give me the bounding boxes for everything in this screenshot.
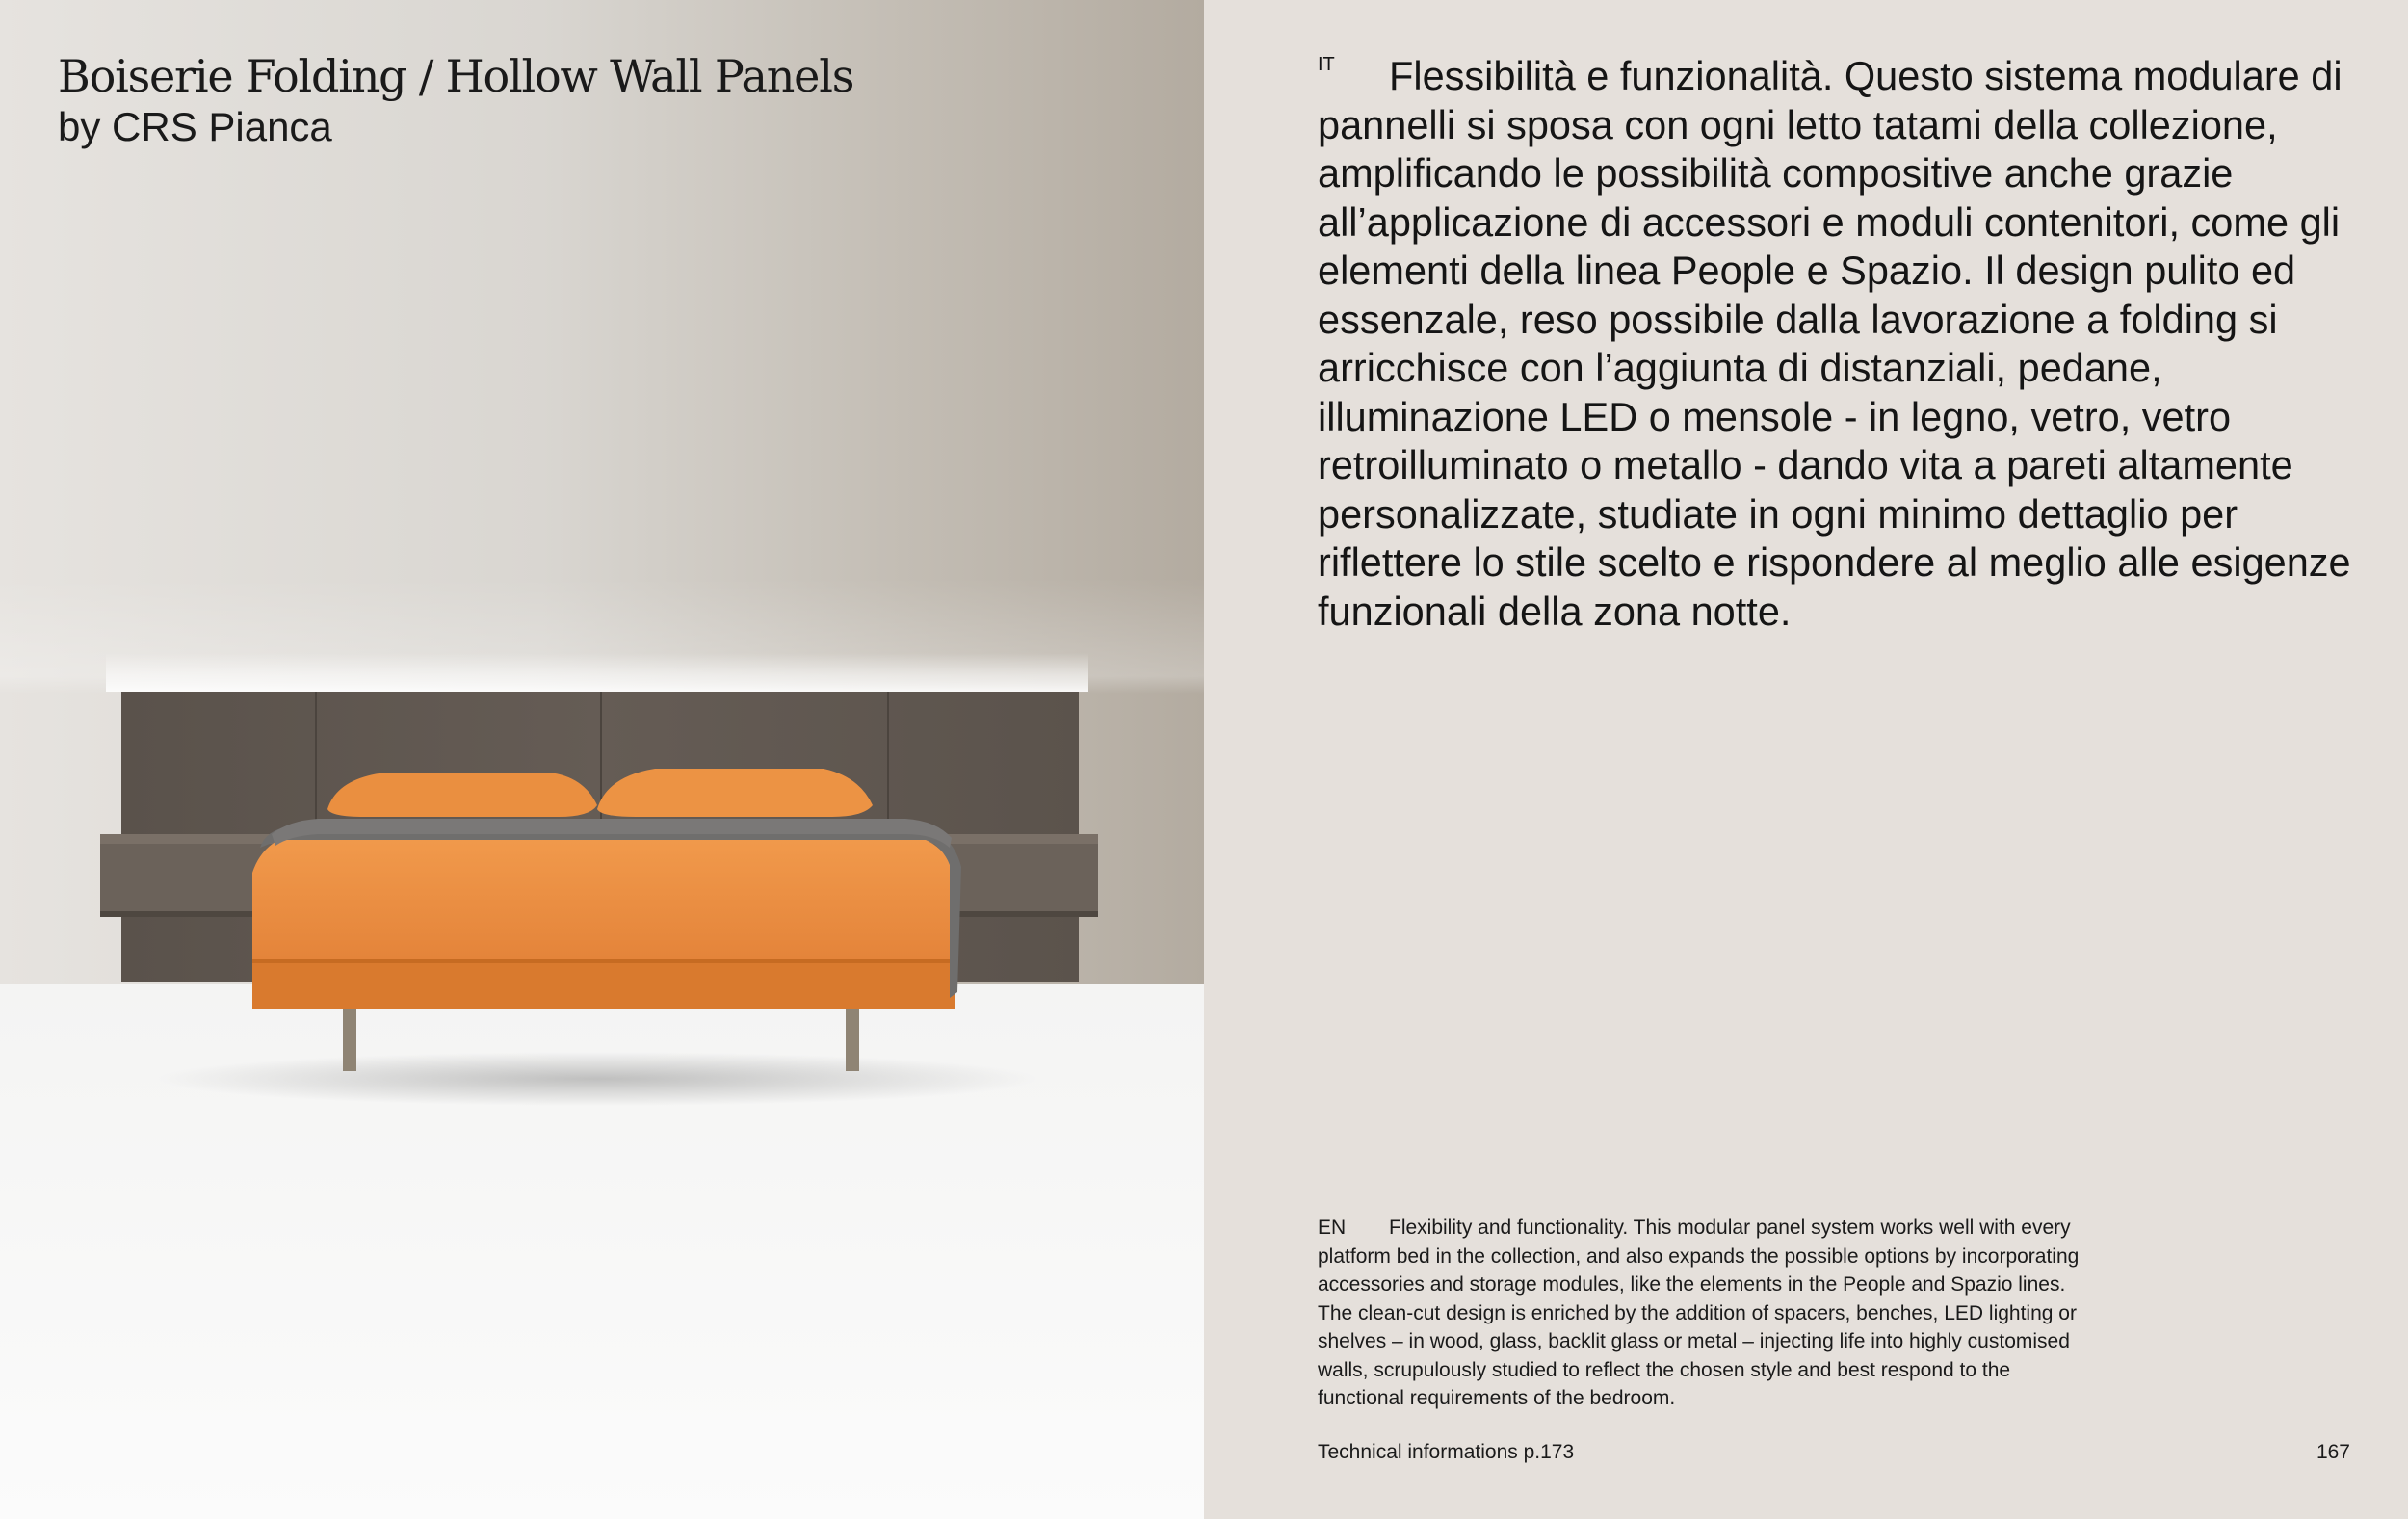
italian-text: Flessibilità e funzionalità. Questo sistema modulare di pannelli si sposa con ogni letto tatami della collezione, amplificando le possibilità compositive anche grazie all’applicazione di accessori e moduli contenitori, come gli elementi della linea People e Spazio. Il design pulito ed essenzale, reso possibile dalla lavorazione a folding si arricchisce con l’aggiunta di distanziali, pedane, illuminazione LED o mensole - in legno, vetro, vetro retroilluminato o metallo - dando vita a pareti altamente personalizzate, studiate in ogni minimo dettaglio per riflettere lo stile scelto e rispondere al meglio alle esigenze funzionali della zona notte. [1318, 53, 2351, 634]
text-page [1204, 0, 2408, 1519]
italian-description [1318, 52, 2358, 636]
page-title [58, 50, 853, 152]
designer-credit: by CRS Pianca [58, 104, 332, 149]
technical-info-link[interactable]: Technical informations p.173 [1318, 1441, 1575, 1463]
lang-tag-en: EN [1318, 1217, 1347, 1239]
product-name: Boiserie Folding / Hollow Wall Panels [58, 50, 854, 102]
lang-tag-it: IT [1318, 54, 1335, 75]
english-text: Flexibility and functionality. This modular panel system works well with every platform bed in the collection, and also expands the possible options by incorporating accessories and storage modules, like the elements in the People and Spazio lines. The clean-cut design is enriched by the addition of spacers, benches, LED lighting or shelves – in wood, glass, backlit glass or metal – injecting life into highly customised walls, scrupulously studied to reflect the chosen style and best respond to the functional requirements of the bedroom. [1318, 1217, 2080, 1409]
page-number: 167 [2316, 1441, 2350, 1463]
english-description [1318, 1214, 2088, 1413]
